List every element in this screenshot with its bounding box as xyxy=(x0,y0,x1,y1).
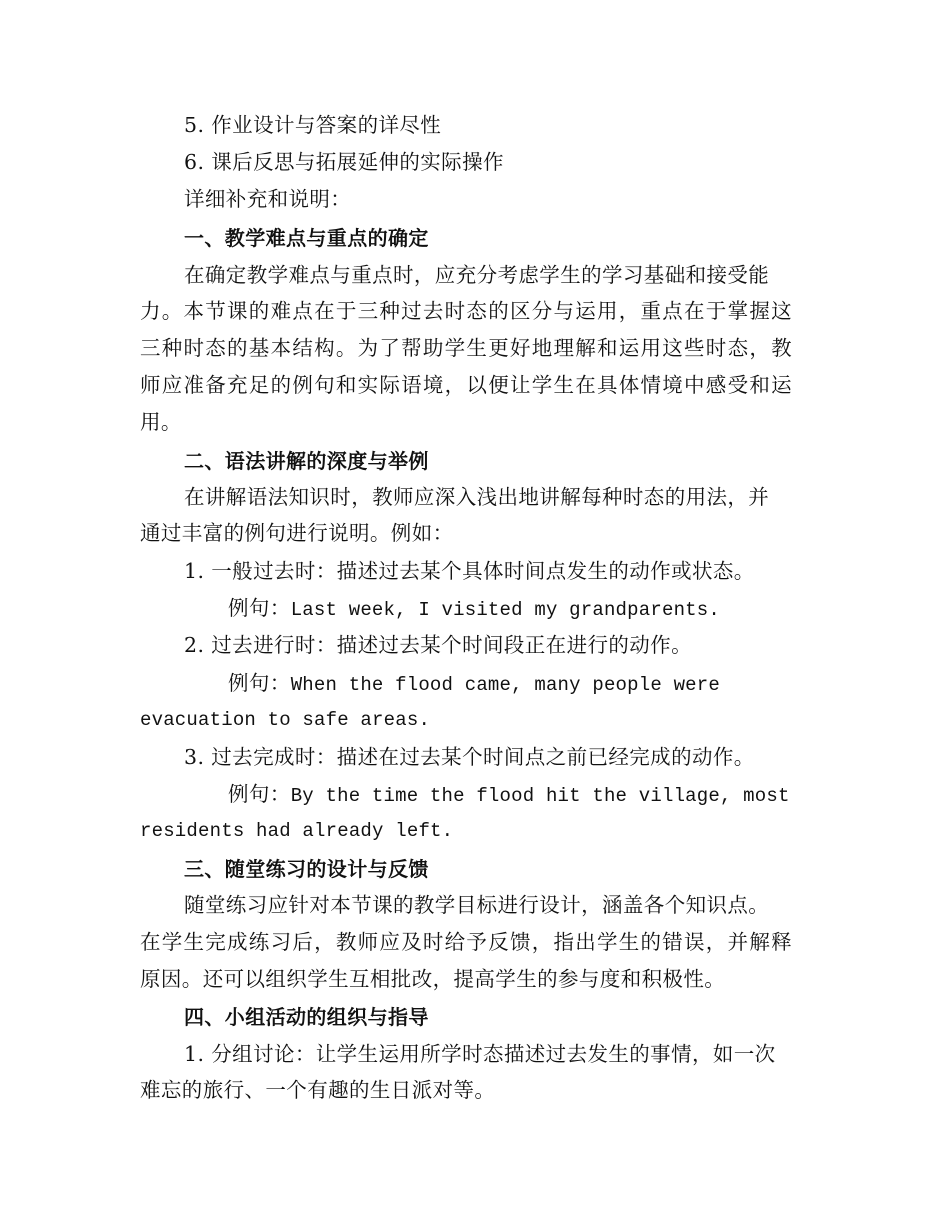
paragraph-line: 力。本节课的难点在于三种过去时态的区分与运用，重点在于掌握这 xyxy=(140,299,792,323)
paragraph-line: 三种时态的基本结构。为了帮助学生更好地理解和运用这些时态，教 xyxy=(140,336,792,360)
example-label: 例句： xyxy=(228,596,291,620)
example-sentence xyxy=(228,670,720,698)
paragraph-line: 用。 xyxy=(140,410,182,434)
example-sentence xyxy=(228,595,720,623)
example-sentence-continued: residents had already left. xyxy=(140,820,454,842)
example-text: By the time the flood hit the village, most xyxy=(290,785,790,807)
tense-item-title: 3. 过去完成时：描述在过去某个时间点之前已经完成的动作。 xyxy=(184,745,755,769)
intro-line: 详细补充和说明： xyxy=(184,187,352,211)
paragraph-line: 随堂练习应针对本节课的教学目标进行设计，涵盖各个知识点。 xyxy=(184,893,770,917)
section-2-heading: 二、语法讲解的深度与举例 xyxy=(184,449,429,473)
section-1-heading: 一、教学难点与重点的确定 xyxy=(184,226,429,250)
example-sentence xyxy=(228,781,790,809)
paragraph-line: 难忘的旅行、一个有趣的生日派对等。 xyxy=(140,1078,496,1102)
paragraph-line: 1. 分组讨论：让学生运用所学时态描述过去发生的事情，如一次 xyxy=(184,1042,776,1066)
example-text: When the flood came, many people were xyxy=(290,674,720,696)
paragraph-line: 原因。还可以组织学生互相批改，提高学生的参与度和积极性。 xyxy=(140,967,726,991)
tense-item-title: 1. 一般过去时：描述过去某个具体时间点发生的动作或状态。 xyxy=(184,559,755,583)
toc-item-5: 5. 作业设计与答案的详尽性 xyxy=(184,113,442,137)
paragraph-line: 在学生完成练习后，教师应及时给予反馈，指出学生的错误，并解释 xyxy=(140,930,792,954)
example-label: 例句： xyxy=(228,671,291,695)
paragraph-line: 在讲解语法知识时，教师应深入浅出地讲解每种时态的用法，并 xyxy=(184,485,770,509)
paragraph-line: 通过丰富的例句进行说明。例如： xyxy=(140,521,454,545)
example-text: Last week, I visited my grandparents. xyxy=(290,599,720,621)
tense-item-title: 2. 过去进行时：描述过去某个时间段正在进行的动作。 xyxy=(184,633,692,657)
section-4-heading: 四、小组活动的组织与指导 xyxy=(184,1005,429,1029)
paragraph-line: 师应准备充足的例句和实际语境，以便让学生在具体情境中感受和运 xyxy=(140,373,792,397)
paragraph-line: 在确定教学难点与重点时，应充分考虑学生的学习基础和接受能 xyxy=(184,263,770,287)
example-sentence-continued: evacuation to safe areas. xyxy=(140,709,431,731)
example-label: 例句： xyxy=(228,782,291,806)
toc-item-6: 6. 课后反思与拓展延伸的实际操作 xyxy=(184,150,504,174)
section-3-heading: 三、随堂练习的设计与反馈 xyxy=(184,857,429,881)
